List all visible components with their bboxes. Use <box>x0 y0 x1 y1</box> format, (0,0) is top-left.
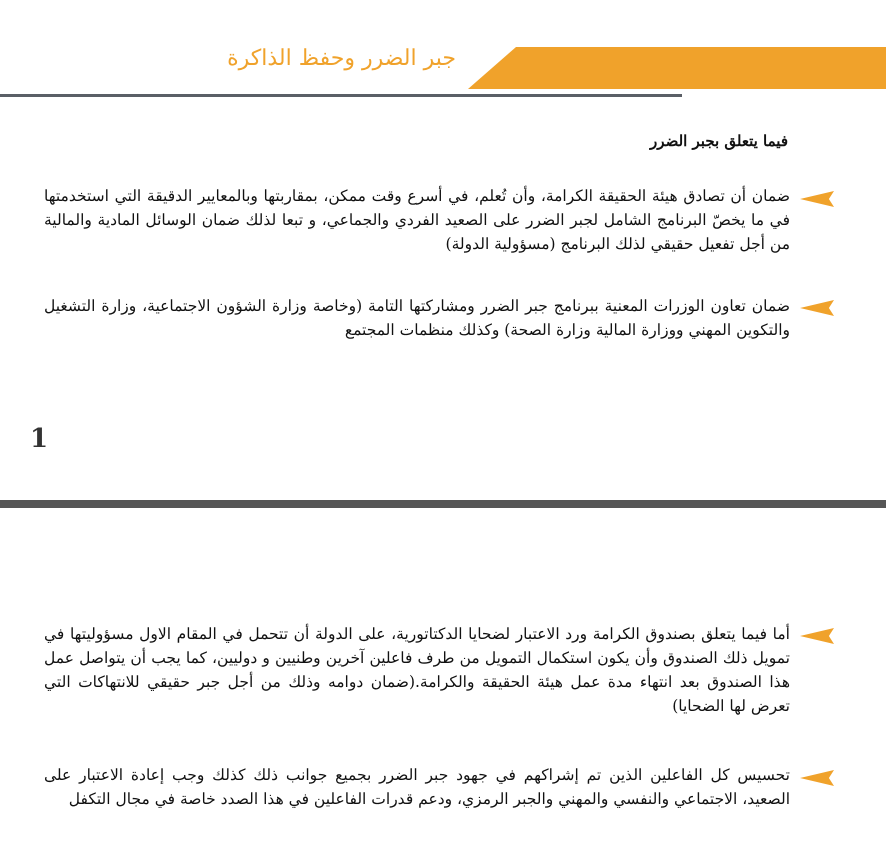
header-title: جبر الضرر وحفظ الذاكرة <box>227 46 456 71</box>
bullet-item <box>44 294 790 342</box>
header-banner <box>468 47 886 89</box>
bullet-text: تحسيس كل الفاعلين الذين تم إشراكهم في جهود جبر الضرر بجميع جوانب ذلك كذلك وجب إعادة الاعتبار على الصعيد، الاجتماعي والنفسي والمهني والجبر الرمزي، ودعم قدرات الفاعلين في هذا الصدد خاصة في مجال التكفل <box>44 766 790 808</box>
bullet-item <box>44 184 790 256</box>
document-page-2 <box>0 508 886 863</box>
bullet-arrow-icon <box>800 300 834 316</box>
page-number: 1 <box>30 424 49 454</box>
bullet-arrow-icon <box>800 770 834 786</box>
bullet-arrow-icon <box>800 628 834 644</box>
bullet-item <box>44 763 790 811</box>
header-rule <box>0 94 682 97</box>
bullet-text: أما فيما يتعلق بصندوق الكرامة ورد الاعتبار لضحايا الدكتاتورية، على الدولة أن تتحمل في المقام الاول مسؤوليتها في تمويل ذلك الصندوق وأن يكون استكمال التمويل من طرف فاعلين آخرين وطنيين و دوليين، كما يجب أن يتواصل عمل هذا الصندوق بعد انتهاء مدة عمل هيئة الحقيقة والكرامة.(ضمان دوامه وذلك من أجل جبر حقيقي للانتهاكات التي تعرض لها الضحايا) <box>44 625 790 715</box>
section-heading: فيما يتعلق بجبر الضرر <box>650 132 788 150</box>
page-divider <box>0 500 886 508</box>
bullet-text: ضمان أن تصادق هيئة الحقيقة الكرامة، وأن تُعلم، في أسرع وقت ممكن، بمقاربتها وبالمعايير الدقيقة التي استخدمتها في ما يخصّ البرنامج الشامل لجبر الضرر على الصعيد الفردي والجماعي، و تبعا لذلك ضمان الوسائل المادية والمالية من أجل تفعيل حقيقي لذلك البرنامج (مسؤولية الدولة) <box>44 187 790 253</box>
bullet-arrow-icon <box>800 191 834 207</box>
bullet-text: ضمان تعاون الوزرات المعنية ببرنامج جبر الضرر ومشاركتها التامة (وخاصة وزارة الشؤون الاجتماعية، وزارة التشغيل والتكوين المهني ووزارة المالية وزارة الصحة) وكذلك منظمات المجتمع <box>44 297 790 339</box>
bullet-item <box>44 622 790 718</box>
